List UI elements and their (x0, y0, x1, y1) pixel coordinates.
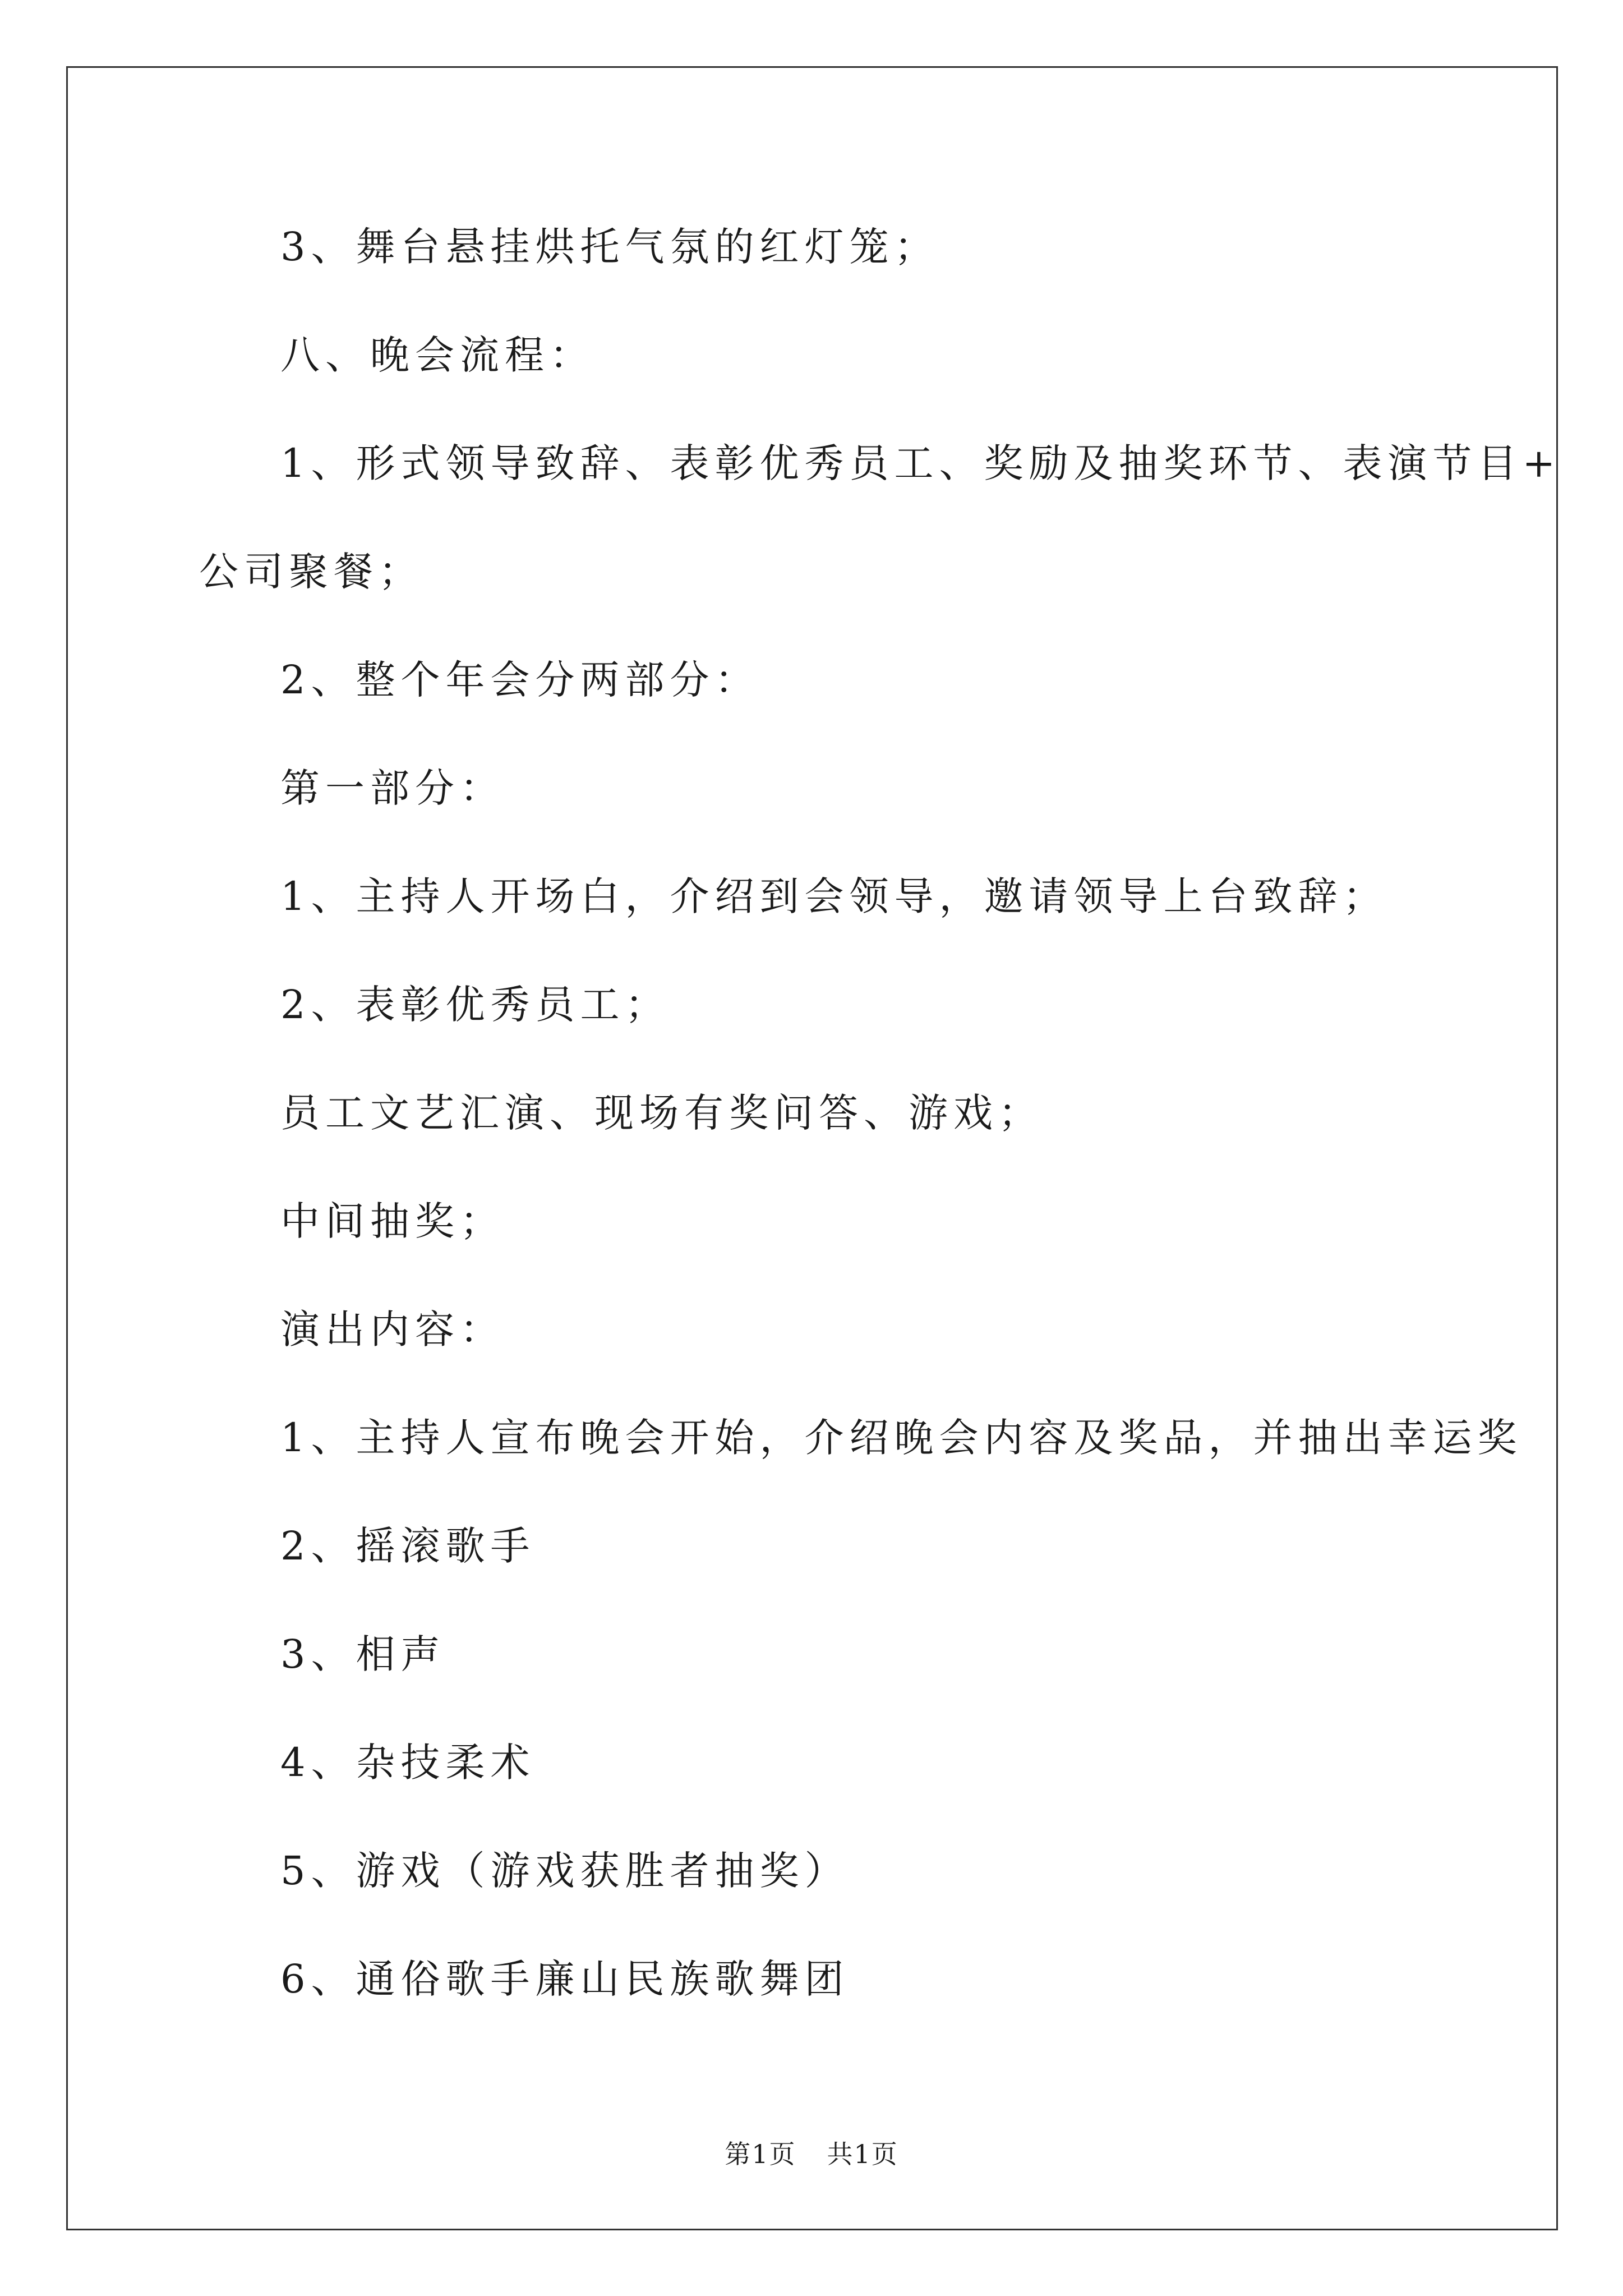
subheading: 第一部分： (280, 765, 505, 811)
document-body (199, 219, 1561, 2059)
paragraph: 1、主持人宣布晚会开始，介绍晚会内容及奖品，并抽出幸运奖 (280, 1415, 1523, 1461)
paragraph-line: 1、形式领导致辞、表彰优秀员工、奖励及抽奖环节、表演节目+ (280, 440, 1561, 486)
list-item: 2、摇滚歌手 (280, 1523, 536, 1569)
paragraph: 2、表彰优秀员工； (280, 982, 670, 1028)
page-footer (0, 2137, 1623, 2171)
page-total: 共1页 (827, 2139, 898, 2169)
paragraph: 2、整个年会分两部分： (280, 657, 760, 703)
list-item: 5、游戏（游戏获胜者抽奖） (280, 1848, 850, 1894)
list-item: 3、相声 (280, 1631, 446, 1677)
list-item: 6、通俗歌手廉山民族歌舞团 (280, 1956, 850, 2002)
paragraph: 员工文艺汇演、现场有奖问答、游戏； (280, 1090, 1043, 1136)
list-item: 4、杂技柔术 (280, 1740, 536, 1786)
subheading: 演出内容： (280, 1306, 505, 1352)
page-number: 第1页 (725, 2139, 796, 2169)
paragraph-line: 公司聚餐； (199, 549, 423, 595)
paragraph: 中间抽奖； (280, 1198, 505, 1244)
paragraph: 3、舞台悬挂烘托气氛的红灯笼； (280, 224, 939, 270)
section-heading: 八、晚会流程： (280, 332, 594, 378)
paragraph: 1、主持人开场白，介绍到会领导，邀请领导上台致辞； (280, 873, 1388, 919)
paragraph (199, 435, 1561, 600)
